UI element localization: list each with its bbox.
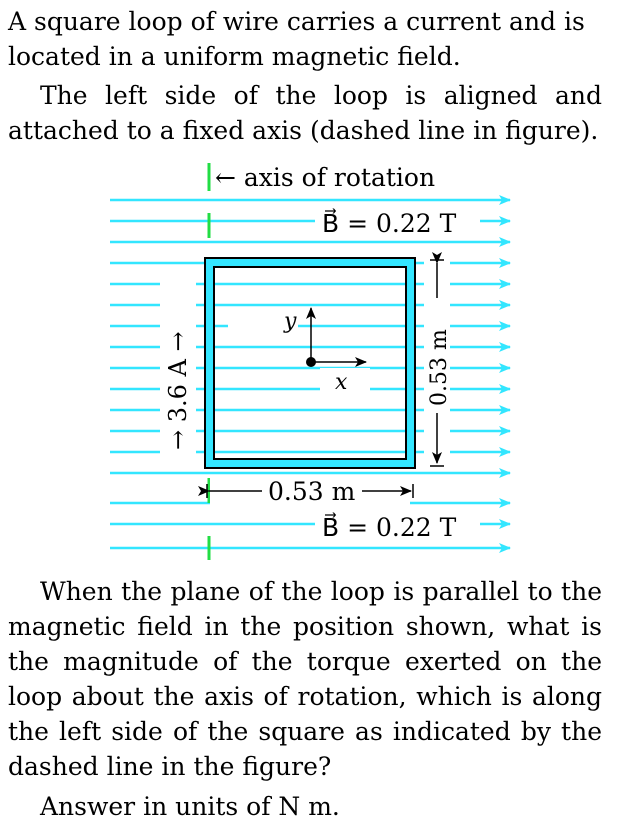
intro-line-1: A square loop of wire carries a current and is	[8, 7, 585, 36]
current-label: → 3.6 A →	[164, 331, 192, 450]
height-label: 0.53 m	[427, 329, 452, 406]
figure	[0, 158, 628, 568]
width-label: 0.53 m	[268, 477, 356, 506]
answer-units: Answer in units of N m.	[40, 792, 340, 821]
x-axis-label: x	[335, 370, 348, 395]
axis-of-rotation-label: ← axis of rotation	[215, 163, 436, 192]
b-field-label-top: B⃗ = 0.22 T	[322, 209, 457, 238]
intro-line-2: located in a uniform magnetic field.	[8, 42, 461, 71]
y-axis-label: y	[284, 309, 297, 334]
b-field-label-bottom: B⃗ = 0.22 T	[322, 513, 457, 542]
question-text: When the plane of the loop is parallel to the magnetic field in the position shown, what is the magnitude of the torque exerted on the loop about the axis of rotation, which is along the left side of the square as indicated by the dashed line in the figure?	[8, 577, 602, 781]
intro-paragraph-2: The left side of the loop is aligned and attached to a fixed axis (dashed line in figure).	[8, 81, 602, 145]
